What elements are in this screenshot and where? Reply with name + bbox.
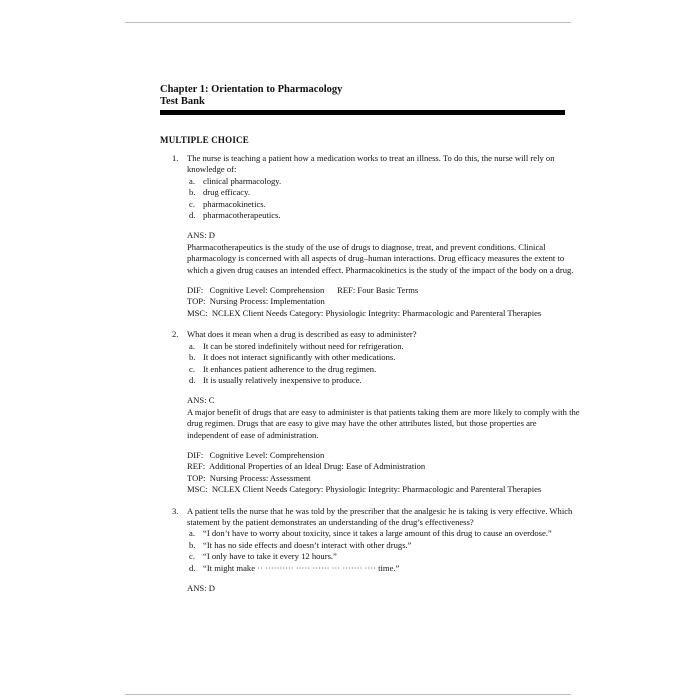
answer-rationale: A major benefit of drugs that are easy to administer is that patients taking them are more likely to comply with the drug regimen. Drugs that are easy to give may have the other attributes listed, but those properties are independent of ease of administration. xyxy=(187,406,580,440)
obscured-text: ·· ·········· ····· ······ ··· ······· ···· xyxy=(255,562,379,573)
question-metadata xyxy=(187,450,580,496)
meta-line: MSC: NCLEX Client Needs Category: Physiologic Integrity: Pharmacologic and Parenteral Therapies xyxy=(187,307,542,318)
option-d: d. “It might make ·· ·········· ····· ······ ··· ······· ···· time.” xyxy=(189,562,400,573)
meta-line: TOP: Nursing Process: Assessment xyxy=(187,472,311,483)
chapter-title: Chapter 1: Orientation to Pharmacology xyxy=(160,84,343,95)
option-c: c. “I only have to take it every 12 hours.” xyxy=(189,551,337,562)
option-c: c. pharmacokinetics. xyxy=(189,198,266,209)
meta-line: REF: Additional Properties of an Ideal Drug: Ease of Administration xyxy=(187,461,426,472)
meta-line: MSC: NCLEX Client Needs Category: Physiologic Integrity: Pharmacologic and Parenteral Therapies xyxy=(187,484,542,495)
question-number: 1. xyxy=(172,153,179,163)
top-divider xyxy=(125,22,571,23)
option-a: a. It can be stored indefinitely without need for refrigeration. xyxy=(189,340,404,351)
option-d: d. pharmacotherapeutics. xyxy=(189,210,281,221)
meta-line: DIF: Cognitive Level: Comprehension xyxy=(187,449,325,460)
answer-key: ANS: D xyxy=(187,583,215,593)
question-metadata xyxy=(187,285,580,319)
option-d: d. It is usually relatively inexpensive to produce. xyxy=(189,374,362,385)
answer-key: ANS: C xyxy=(187,395,215,406)
option-b: b. It does not interact significantly with other medications. xyxy=(189,352,396,363)
test-bank-subtitle: Test Bank xyxy=(160,96,205,107)
question-stem: The nurse is teaching a patient how a medication works to treat an illness. To do this, the nurse will rely on knowledge of: xyxy=(187,153,555,175)
question-2 xyxy=(160,329,580,495)
document-page xyxy=(160,84,580,594)
meta-line: TOP: Nursing Process: Implementation xyxy=(187,296,325,307)
option-b: b. “It has no side effects and doesn’t interact with other drugs.” xyxy=(189,539,412,550)
option-b: b. drug efficacy. xyxy=(189,187,251,198)
option-a: a. clinical pharmacology. xyxy=(189,175,282,186)
meta-line: DIF: Cognitive Level: Comprehension REF: Four Basic Terms xyxy=(187,285,419,296)
question-stem: A patient tells the nurse that he was told by the prescriber that the analgesic he is taking is very effective. Which statement by the patient demonstrates an understanding of the drug’s effectiveness? xyxy=(187,505,573,527)
bottom-divider xyxy=(125,694,571,695)
question-number: 2. xyxy=(172,329,179,340)
question-stem: What does it mean when a drug is described as easy to administer? xyxy=(187,329,417,340)
header-rule xyxy=(160,110,565,115)
answer-key: ANS: D xyxy=(187,230,215,241)
answer-rationale: Pharmacotherapeutics is the study of the use of drugs to diagnose, treat, and prevent conditions. Clinical pharmacology is concerned with all aspects of drug–human interactions. Drug efficacy measures the extent to which a given drug causes an intended effect. Pharmacokinetics is the study of the impact of the body on a drug. xyxy=(187,241,574,275)
section-title: MULTIPLE CHOICE xyxy=(160,135,249,145)
question-number: 3. xyxy=(172,505,179,516)
option-c: c. It enhances patient adherence to the drug regimen. xyxy=(189,363,377,374)
option-a: a. “I don’t have to worry about toxicity, since it takes a large amount of this drug to cause an overdose.” xyxy=(189,528,552,539)
question-1 xyxy=(160,153,580,319)
question-3 xyxy=(160,506,580,595)
